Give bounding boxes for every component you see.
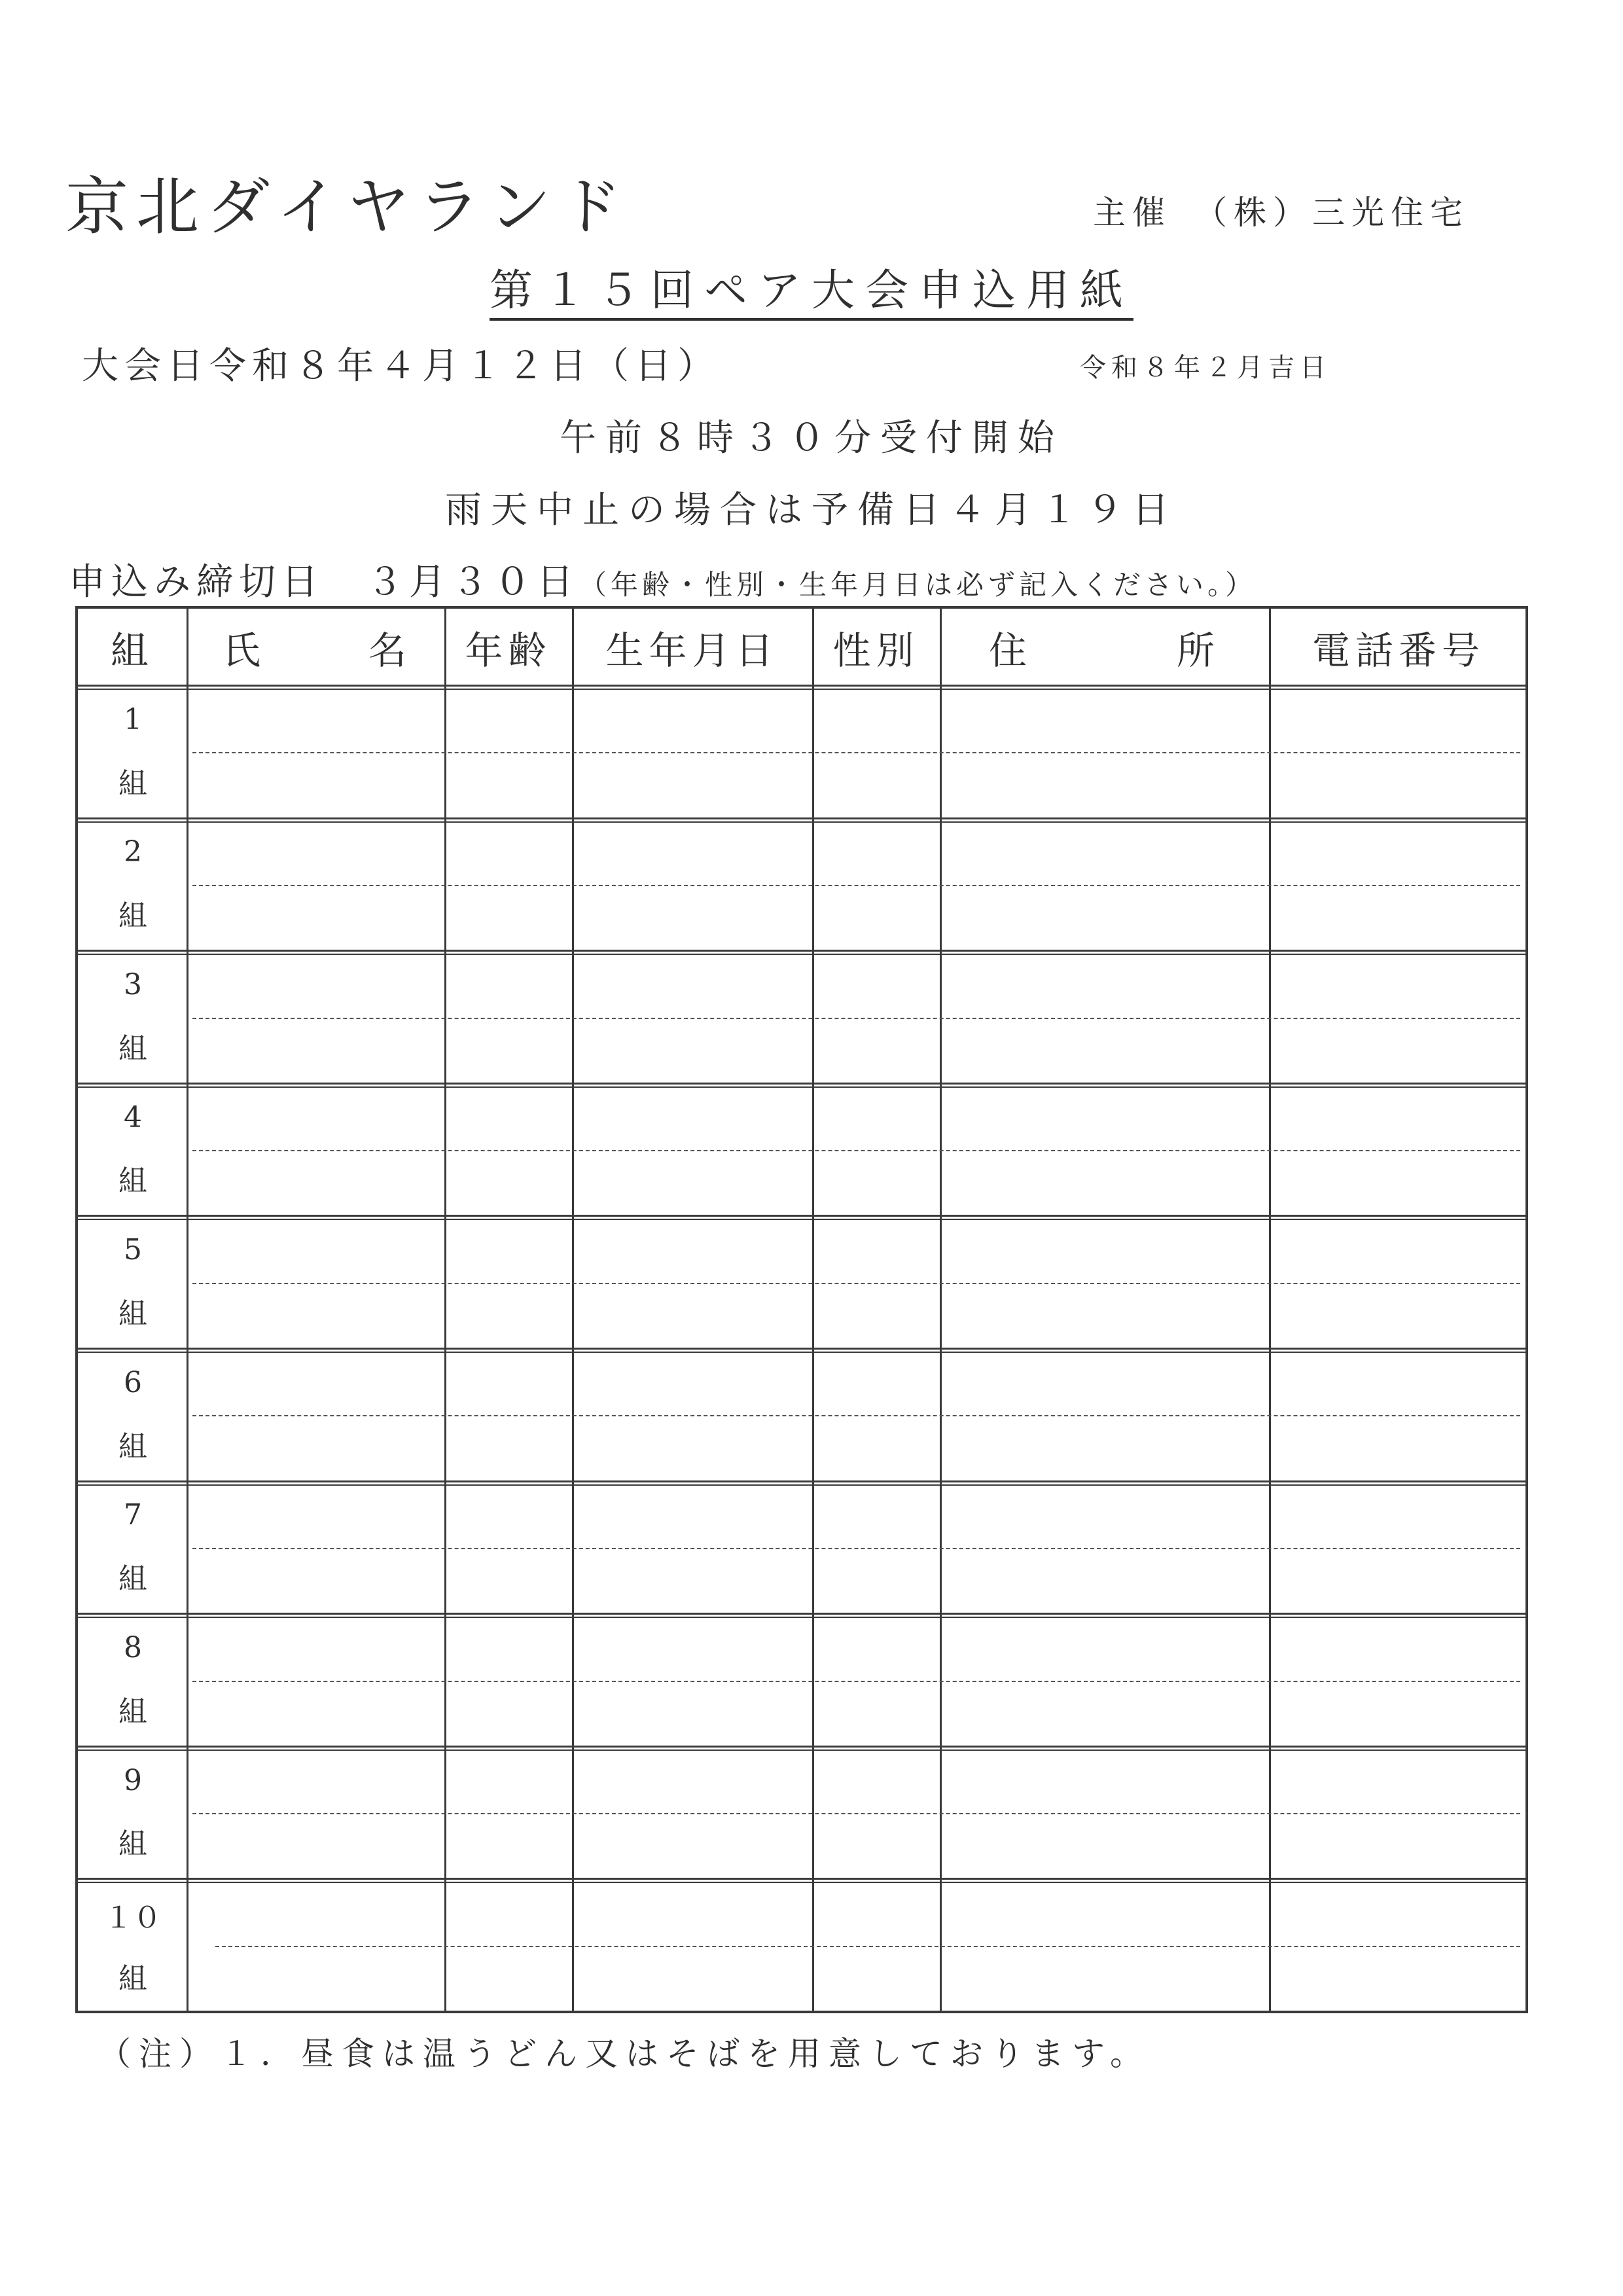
header-address — [940, 609, 1269, 686]
group-label — [78, 1884, 188, 2007]
pair-divider — [192, 1813, 1520, 1814]
group-suffix: 組 — [118, 1031, 147, 1066]
organizer: 主催 （株）三光住宅 — [1093, 194, 1469, 232]
group-number: 5 — [124, 1233, 142, 1267]
group-number: 7 — [124, 1498, 142, 1532]
row-divider — [78, 1746, 1525, 1751]
pair-divider — [192, 885, 1520, 886]
group-number: 4 — [124, 1100, 142, 1134]
group-suffix: 組 — [118, 1297, 147, 1331]
header-gender: 性別 — [832, 628, 919, 673]
row-divider — [78, 817, 1525, 823]
row-divider — [78, 685, 1525, 690]
header-address-left: 住 — [989, 628, 1033, 673]
row-divider — [78, 1613, 1525, 1618]
group-suffix: 組 — [118, 1429, 147, 1463]
pair-divider — [192, 1283, 1520, 1284]
pair-divider — [192, 1548, 1520, 1549]
group-number: 9 — [124, 1763, 142, 1797]
group-number: 3 — [124, 968, 142, 1002]
deadline-note: （年齢・性別・生年月日は必ず記入ください。） — [579, 569, 1257, 601]
group-suffix: 組 — [118, 1962, 147, 1996]
row-divider — [78, 1480, 1525, 1486]
group-number: 8 — [124, 1631, 142, 1665]
venue-name: 京北ダイヤランド — [65, 170, 630, 243]
group-suffix: 組 — [118, 1562, 147, 1596]
group-label — [78, 1752, 188, 1874]
group-label — [78, 1354, 188, 1477]
header-name — [187, 609, 444, 686]
group-label — [78, 956, 188, 1079]
pair-divider — [192, 1681, 1520, 1682]
group-number: 6 — [124, 1365, 142, 1399]
group-label — [78, 1619, 188, 1742]
footer-note: （注）１．昼食は温うどん又はそばを用意しております。 — [98, 2035, 1150, 2073]
pair-divider — [192, 1150, 1520, 1151]
row-divider — [78, 1083, 1525, 1088]
group-number: １０ — [104, 1901, 162, 1935]
deadline — [69, 553, 1257, 605]
group-number: 1 — [124, 702, 142, 736]
entry-form-table — [75, 606, 1528, 2013]
group-suffix: 組 — [118, 766, 147, 800]
group-label — [78, 1221, 188, 1344]
row-divider — [78, 950, 1525, 955]
page-title — [0, 255, 1623, 317]
group-label — [78, 1089, 188, 1211]
group-suffix: 組 — [118, 1695, 147, 1729]
header-name-left: 氏 — [223, 628, 266, 673]
deadline-text: 申込み締切日 ３月３０日 — [69, 561, 579, 603]
event-date: 大会日令和８年４月１２日（日） — [82, 345, 720, 387]
header-group: 組 — [110, 628, 154, 673]
group-suffix: 組 — [118, 899, 147, 933]
row-divider — [78, 1878, 1525, 1883]
row-divider — [78, 1215, 1525, 1220]
group-label — [78, 691, 188, 814]
reception-time: 午前８時３０分受付開始 — [560, 417, 1063, 459]
group-label — [78, 1487, 188, 1609]
group-number: 2 — [124, 835, 142, 869]
rain-date-notice: 雨天中止の場合は予備日４月１９日 — [445, 489, 1178, 531]
row-divider — [78, 1348, 1525, 1353]
group-label — [78, 824, 188, 946]
group-suffix: 組 — [118, 1164, 147, 1198]
pair-divider — [192, 1415, 1520, 1416]
group-suffix: 組 — [118, 1827, 147, 1861]
pair-divider — [192, 752, 1520, 753]
header-phone: 電話番号 — [1311, 628, 1485, 673]
pair-divider — [215, 1946, 1520, 1947]
header-name-right: 名 — [368, 628, 412, 673]
issue-date: 令和８年２月吉日 — [1080, 353, 1331, 383]
pair-divider — [192, 1018, 1520, 1019]
header-age: 年齢 — [465, 628, 552, 673]
header-address-right: 所 — [1176, 628, 1220, 673]
page-title-text: 第１５回ペア大会申込用紙 — [490, 265, 1133, 321]
header-birthdate: 生年月日 — [605, 628, 779, 673]
